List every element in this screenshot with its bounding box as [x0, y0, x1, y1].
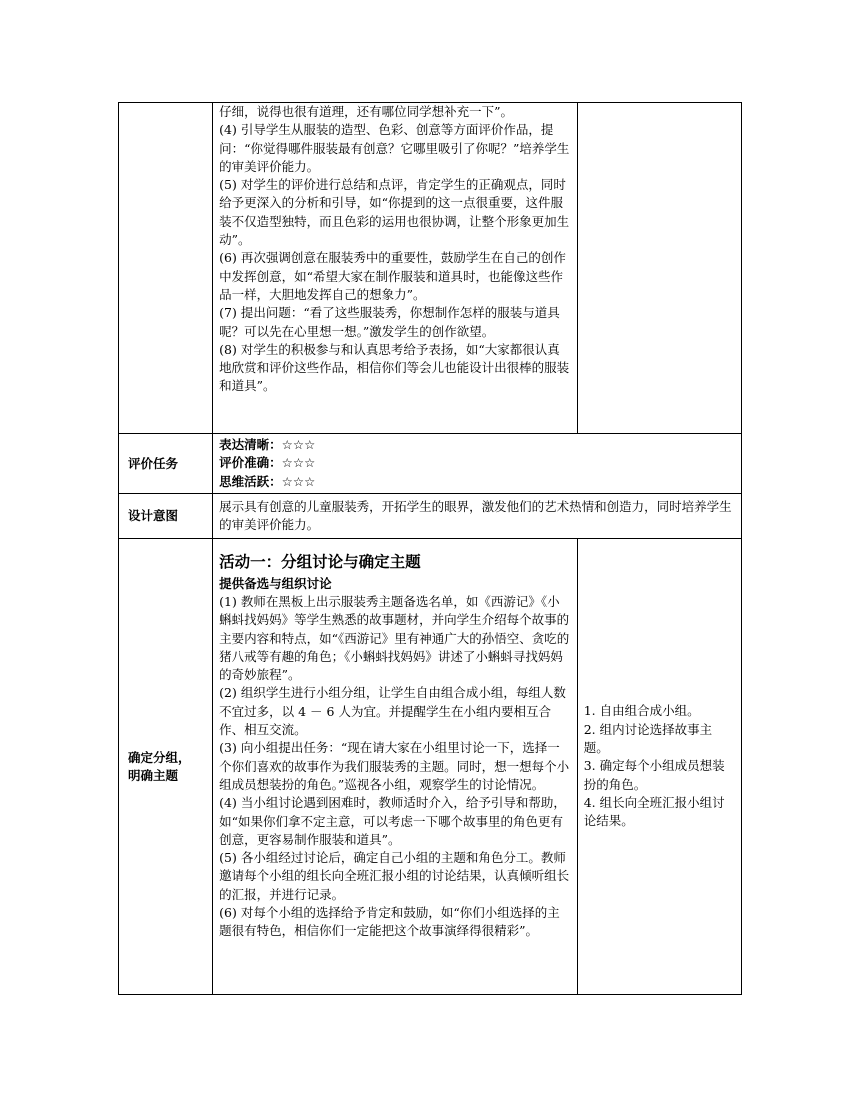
lesson-plan-page [118, 102, 742, 995]
table-row [119, 103, 742, 434]
paragraph: (5) 对学生的评价进行总结和点评，肯定学生的正确观点，同时给予更深入的分析和引导，如“你提到的这一点很重要，这件服装不仅造型独特，而且色彩的运用也很协调，让整个形象更加生动”。 [219, 177, 570, 248]
paragraph: (2) 组织学生进行小组分组，让学生自由组合成小组，每组人数不宜过多，以 4 － 6 人为宜。并提醒学生在小组内要相互合作、相互交流。 [219, 685, 566, 738]
paragraph: (5) 各小组经过讨论后，确定自己小组的主题和角色分工。教师邀请每个小组的组长向全班汇报小组的讨论结果，认真倾听组长的汇报，并进行记录。 [219, 850, 570, 902]
design-intent-text: 展示具有创意的儿童服装秀，开拓学生的眼界，激发他们的艺术热情和创造力，同时培养学生的审美评价能力。 [219, 498, 732, 532]
evaluation-item [219, 473, 735, 491]
activity-label [119, 539, 213, 995]
paragraph: (4) 引导学生从服装的造型、色彩、创意等方面评价作品，提问：“你觉得哪件服装最有创意？它哪里吸引了你呢？”培养学生的审美评价能力。 [219, 122, 570, 174]
activity-label-line: 明确主题 [128, 767, 179, 783]
activity-teacher-cell [213, 539, 578, 995]
activity-student-cell [577, 539, 741, 995]
evaluation-cell [213, 434, 742, 494]
lesson-plan-table [118, 102, 742, 995]
paragraph: (6) 再次强调创意在服装秀中的重要性，鼓励学生在自己的创作中发挥创意，如“希望大家在制作服装和道具时，也能像这些作品一样，大胆地发挥自己的想象力”。 [219, 250, 566, 302]
empty-label-cell [119, 103, 213, 434]
paragraph: (6) 对每个小组的选择给予肯定和鼓励，如“你们小组选择的主题很有特色，相信你们一定能把这个故事演绎得很精彩”。 [219, 905, 560, 939]
activity-label-line: 确定分组， [128, 749, 191, 765]
table-row [119, 434, 742, 494]
paragraph: (7) 提出问题：“看了这些服装秀，你想制作怎样的服装与道具呢？可以先在心里想一想。”激发学生的创作欲望。 [219, 305, 560, 339]
paragraph: (8) 对学生的积极参与和认真思考给予表扬，如“大家都很认真地欣赏和评价这些作品，相信你们等会儿也能设计出很棒的服装和道具”。 [219, 341, 570, 394]
star-rating: ☆☆☆ [281, 455, 316, 471]
design-intent-cell [213, 494, 742, 539]
evaluation-item-name: 评价准确： [219, 455, 282, 471]
table-row [119, 539, 742, 995]
activity-title: 活动一：分组讨论与确定主题 [219, 553, 421, 571]
paragraph: (4) 当小组讨论遇到困难时，教师适时介入，给予引导和帮助，如“如果你们拿不定主意，可以考虑一下哪个故事里的角色更有创意，更容易制作服装和道具”。 [219, 795, 566, 847]
student-step: 2. 组内讨论选择故事主题。 [583, 721, 713, 756]
evaluation-item [219, 454, 735, 472]
design-intent-label: 设计意图 [119, 494, 213, 539]
paragraph: 仔细，说得也很有道理，还有哪位同学想补充一下”。 [219, 104, 514, 119]
star-rating: ☆☆☆ [281, 437, 316, 453]
student-step: 3. 确定每个小组成员想装扮的角色。 [583, 758, 725, 792]
paragraph: (3) 向小组提出任务：“现在请大家在小组里讨论一下，选择一个你们喜欢的故事作为我们服装秀的主题。同时，想一想每个小组成员想装扮的角色。”巡视各小组，观察学生的讨论情况。 [219, 740, 570, 792]
table-row [119, 494, 742, 539]
evaluation-label: 评价任务 [119, 434, 213, 494]
activity-subtitle: 提供备选与组织讨论 [219, 576, 332, 591]
evaluation-item-name: 表达清晰： [219, 437, 282, 453]
evaluation-item-name: 思维活跃： [219, 473, 282, 489]
student-step: 4. 组长向全班汇报小组讨论结果。 [583, 794, 725, 829]
paragraph: (1) 教师在黑板上出示服装秀主题备选名单，如《西游记》《小蝌蚪找妈妈》等学生熟悉的故事题材，并向学生介绍每个故事的主要内容和特点，如“《西游记》里有神通广大的孙悟空、贪吃的猪八戒等有趣的角色；《小蝌蚪找妈妈》讲述了小蝌蚪寻找妈妈的奇妙旅程”。 [219, 594, 570, 683]
student-activity-cell [577, 103, 741, 434]
evaluation-item [219, 436, 735, 454]
star-rating: ☆☆☆ [281, 473, 316, 489]
teacher-activity-cell [213, 103, 578, 434]
student-step: 1. 自由组合成小组。 [583, 703, 700, 719]
